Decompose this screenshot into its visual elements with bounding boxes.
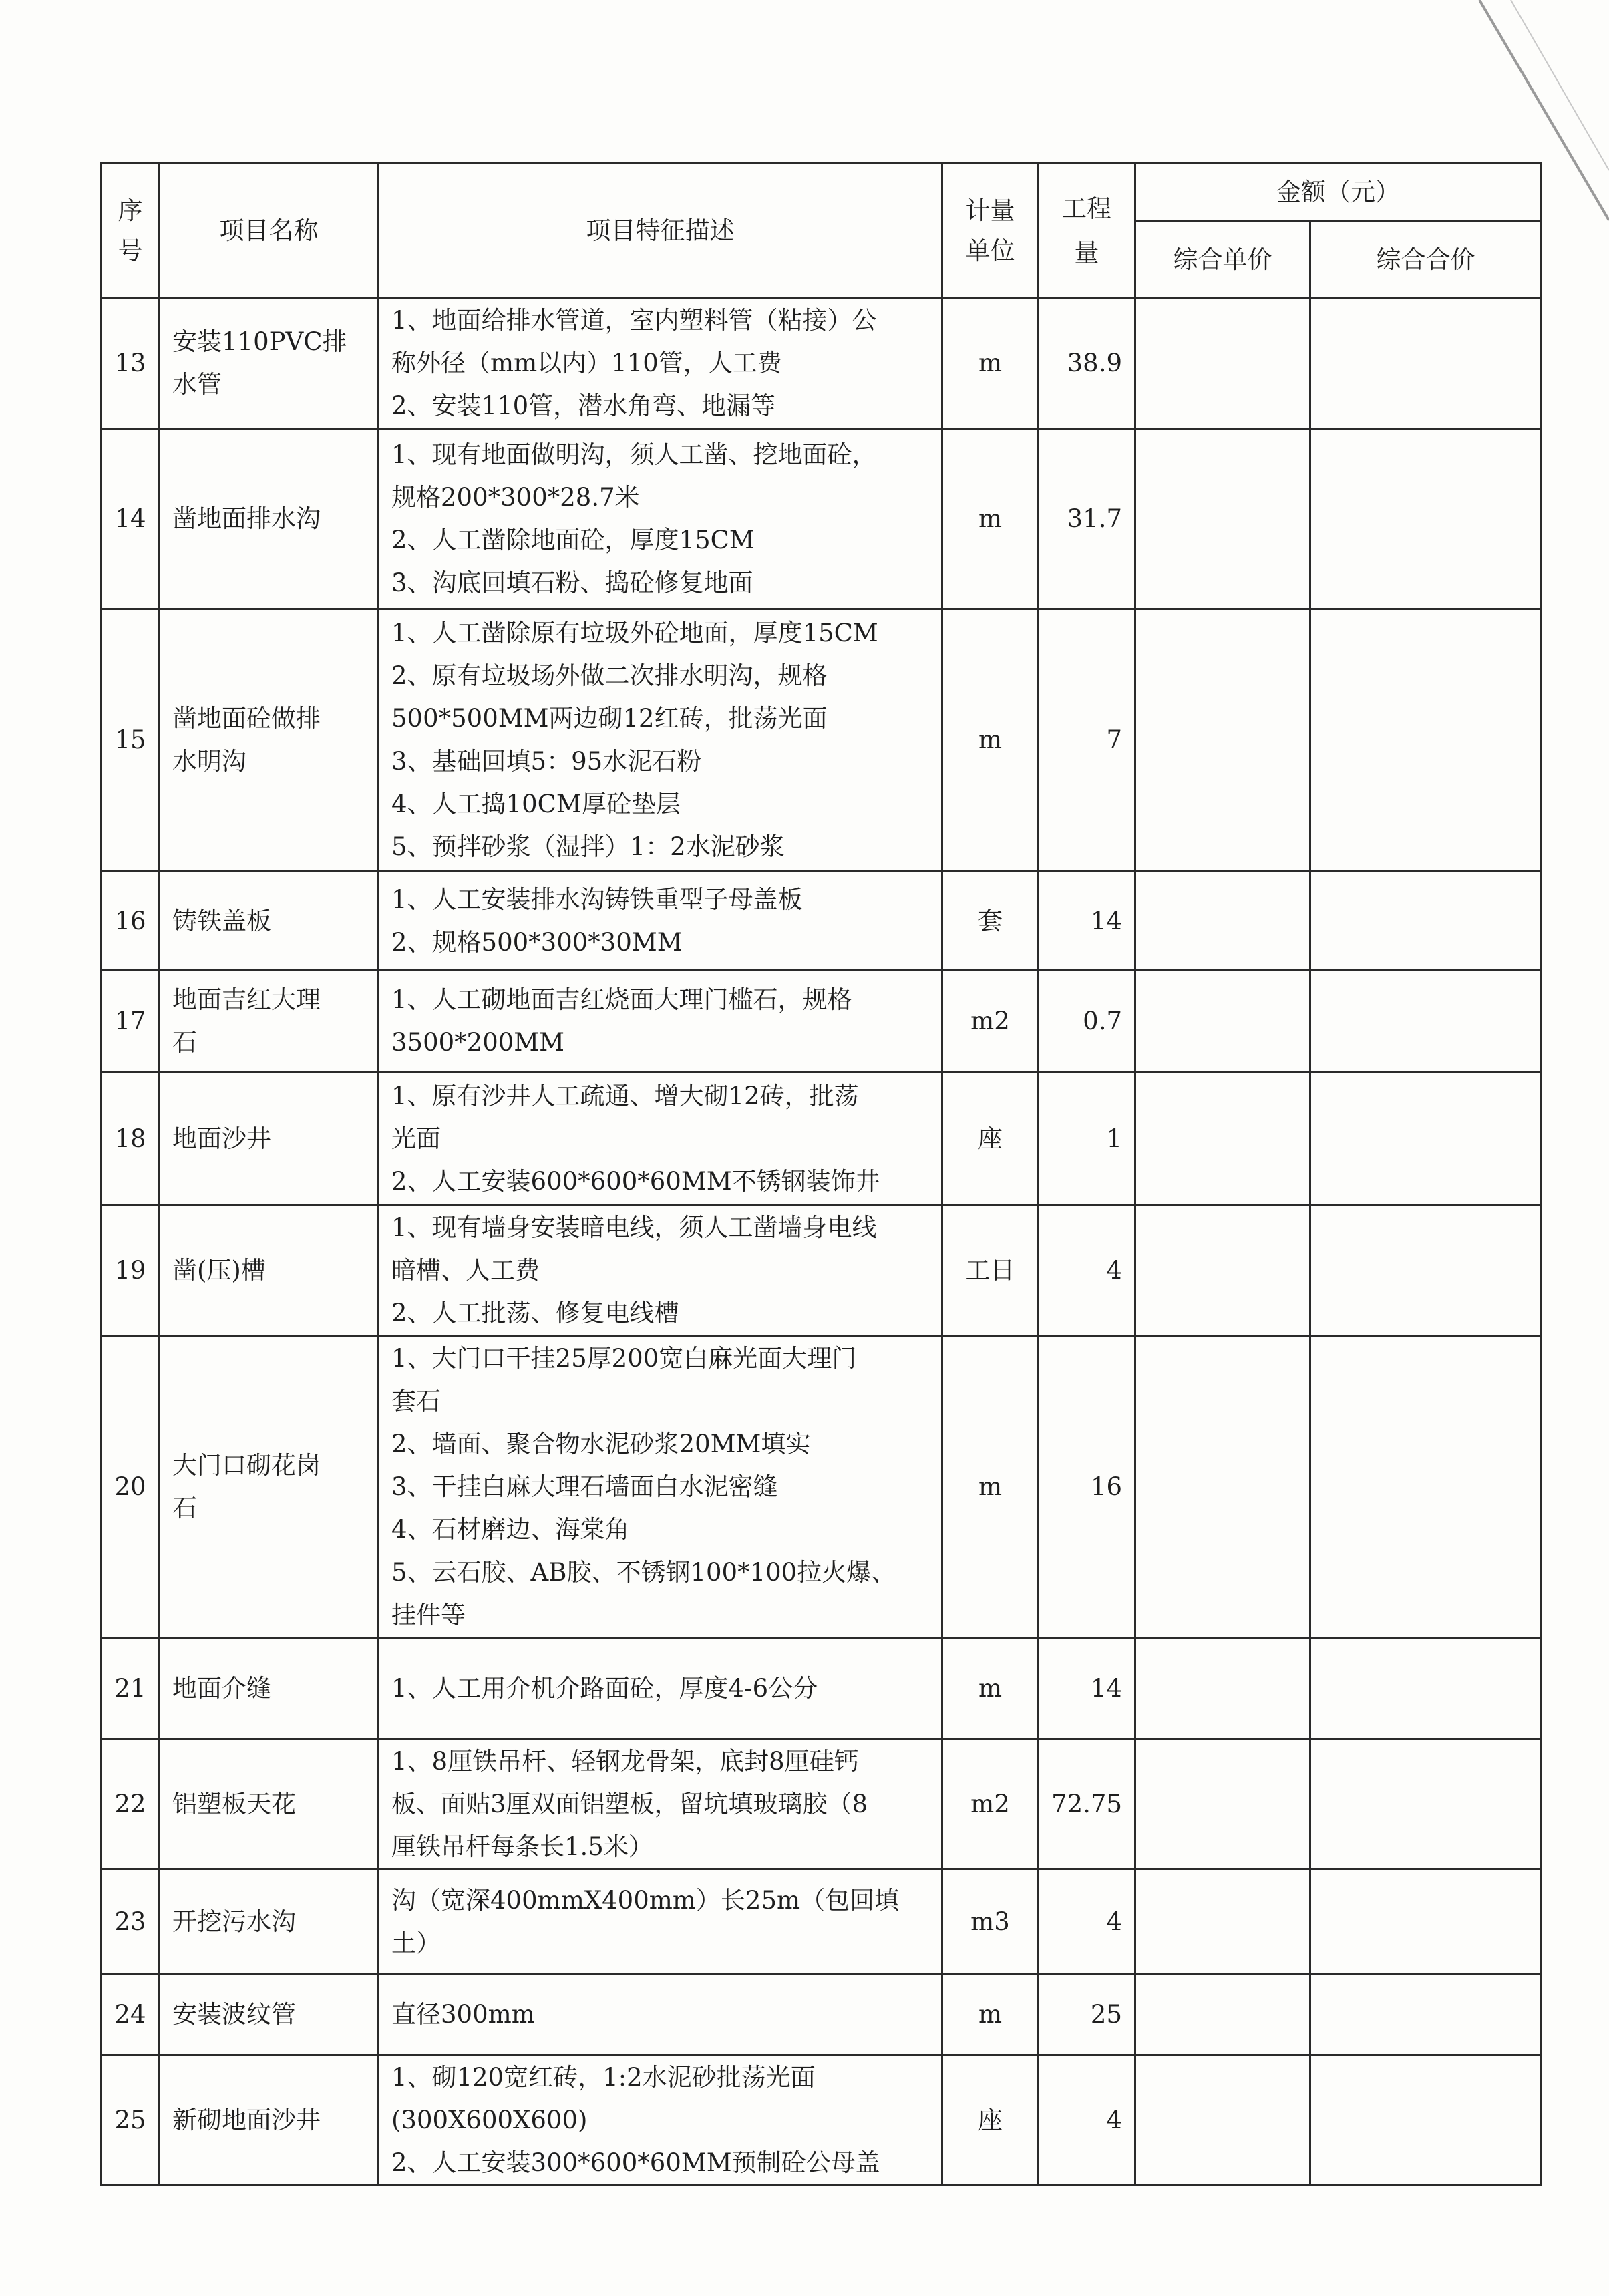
row-no-cell: 13 bbox=[102, 299, 160, 429]
row-desc-line: 2、规格500*300*30MM bbox=[391, 927, 683, 957]
row-total-price-cell bbox=[1310, 1870, 1542, 1974]
row-total-price-cell bbox=[1310, 1072, 1542, 1206]
row-qty-cell: 4 bbox=[1039, 1206, 1135, 1336]
table-row bbox=[102, 1974, 1542, 2056]
row-unit-cell: m bbox=[942, 299, 1039, 429]
row-total-price-cell bbox=[1310, 429, 1542, 609]
row-no-cell: 22 bbox=[102, 1740, 160, 1870]
row-name-cell bbox=[160, 2056, 379, 2186]
row-desc-line: 1、砌120宽红砖，1:2水泥砂批荡光面 bbox=[391, 2063, 816, 2092]
row-desc-line: 2、人工批荡、修复电线槽 bbox=[391, 1299, 679, 1327]
row-desc-line: 2、人工凿除地面砼，厚度15CM bbox=[391, 525, 755, 554]
row-unit-price-cell bbox=[1135, 1336, 1310, 1638]
row-desc-line: 1、人工凿除原有垃圾外砼地面，厚度15CM bbox=[391, 619, 878, 647]
row-name-cell bbox=[160, 872, 379, 971]
row-unit-cell: 座 bbox=[942, 1072, 1039, 1206]
row-desc-line: 3500*200MM bbox=[391, 1027, 565, 1057]
table-row bbox=[102, 429, 1542, 609]
row-name-cell bbox=[160, 1974, 379, 2056]
row-unit-price-cell bbox=[1135, 1974, 1310, 2056]
row-name-line: 凿地面砼做排 bbox=[172, 704, 321, 733]
row-no-cell: 14 bbox=[102, 429, 160, 609]
row-desc-line: 套石 bbox=[391, 1386, 441, 1416]
row-unit-cell: m bbox=[942, 1974, 1039, 2056]
row-no-cell: 21 bbox=[102, 1638, 160, 1740]
row-qty-cell: 7 bbox=[1039, 609, 1135, 872]
header-unit-price: 综合单价 bbox=[1135, 221, 1310, 299]
row-no-cell: 20 bbox=[102, 1336, 160, 1638]
row-unit-cell: 工日 bbox=[942, 1206, 1039, 1336]
row-desc-line: 2、安装110管，潜水角弯、地漏等 bbox=[391, 391, 776, 420]
row-unit-price-cell bbox=[1135, 609, 1310, 872]
row-name-line: 铸铁盖板 bbox=[172, 906, 271, 935]
row-desc-line: 厘铁吊杆每条长1.5米） bbox=[391, 1832, 653, 1861]
row-unit-cell: m bbox=[942, 1638, 1039, 1740]
row-qty-cell: 25 bbox=[1039, 1974, 1135, 2056]
row-total-price-cell bbox=[1310, 1974, 1542, 2056]
row-unit-cell: m bbox=[942, 429, 1039, 609]
row-qty-cell: 38.9 bbox=[1039, 299, 1135, 429]
row-desc-line: 称外径（mm以内）110管，人工费 bbox=[391, 349, 782, 377]
table-row bbox=[102, 1870, 1542, 1974]
row-desc-cell bbox=[379, 1638, 942, 1740]
table-row bbox=[102, 2056, 1542, 2186]
row-name-line: 地面吉红大理 bbox=[172, 985, 321, 1014]
row-unit-price-cell bbox=[1135, 971, 1310, 1072]
row-name-cell bbox=[160, 1336, 379, 1638]
row-desc-line: 2、人工安装300*600*60MM预制砼公母盖 bbox=[391, 2148, 880, 2177]
row-desc-cell bbox=[379, 609, 942, 872]
row-total-price-cell bbox=[1310, 609, 1542, 872]
row-qty-cell: 14 bbox=[1039, 1638, 1135, 1740]
row-unit-cell: m2 bbox=[942, 971, 1039, 1072]
row-desc-line: 沟（宽深400mmX400mm）长25m（包回填 bbox=[391, 1885, 900, 1915]
row-desc-line: 板、面贴3厘双面铝塑板，留坑填玻璃胶（8 bbox=[391, 1790, 868, 1818]
row-desc-line: 2、原有垃圾场外做二次排水明沟，规格 bbox=[391, 661, 828, 690]
row-no-cell: 24 bbox=[102, 1974, 160, 2056]
row-total-price-cell bbox=[1310, 299, 1542, 429]
table-row bbox=[102, 1336, 1542, 1638]
table-body bbox=[102, 299, 1542, 2186]
row-unit-price-cell bbox=[1135, 1870, 1310, 1974]
row-unit-price-cell bbox=[1135, 2056, 1310, 2186]
row-name-line: 新砌地面沙井 bbox=[172, 2106, 321, 2134]
row-desc-cell bbox=[379, 1206, 942, 1336]
row-desc-line: 4、人工捣10CM厚砼垫层 bbox=[391, 790, 681, 818]
row-desc-line: 1、8厘铁吊杆、轻钢龙骨架，底封8厘硅钙 bbox=[391, 1747, 859, 1776]
row-desc-line: 1、大门口干挂25厚200宽白麻光面大理门 bbox=[391, 1343, 857, 1373]
row-desc-line: 1、原有沙井人工疏通、增大砌12砖，批荡 bbox=[391, 1081, 859, 1110]
table-row bbox=[102, 1206, 1542, 1336]
row-total-price-cell bbox=[1310, 971, 1542, 1072]
row-total-price-cell bbox=[1310, 1740, 1542, 1870]
table-row bbox=[102, 1740, 1542, 1870]
row-desc-line: 3、沟底回填石粉、捣砼修复地面 bbox=[391, 568, 753, 597]
row-unit-price-cell bbox=[1135, 1638, 1310, 1740]
row-desc-cell bbox=[379, 2056, 942, 2186]
row-desc-line: 暗槽、人工费 bbox=[391, 1256, 540, 1285]
row-no-cell: 17 bbox=[102, 971, 160, 1072]
bill-of-quantities-table bbox=[100, 162, 1542, 2186]
row-unit-cell: m bbox=[942, 1336, 1039, 1638]
row-name-cell bbox=[160, 1206, 379, 1336]
row-desc-line: (300X600X600) bbox=[391, 2106, 588, 2134]
row-name-line: 铝塑板天花 bbox=[172, 1790, 296, 1818]
row-qty-cell: 31.7 bbox=[1039, 429, 1135, 609]
row-name-line: 开挖污水沟 bbox=[172, 1907, 296, 1936]
row-unit-price-cell bbox=[1135, 872, 1310, 971]
row-desc-line: 1、人工用介机介路面砼，厚度4-6公分 bbox=[391, 1673, 818, 1703]
row-desc-line: 2、人工安装600*600*60MM不锈钢装饰井 bbox=[391, 1166, 880, 1196]
row-unit-price-cell bbox=[1135, 429, 1310, 609]
row-desc-line: 5、云石胶、AB胶、不锈钢100*100拉火爆、 bbox=[391, 1557, 896, 1587]
header-desc: 项目特征描述 bbox=[379, 164, 942, 299]
row-name-cell bbox=[160, 609, 379, 872]
row-desc-line: 土） bbox=[391, 1928, 441, 1957]
row-desc-line: 2、墙面、聚合物水泥砂浆20MM填实 bbox=[391, 1429, 811, 1458]
row-unit-cell: 套 bbox=[942, 872, 1039, 971]
row-desc-line: 直径300mm bbox=[391, 1999, 535, 2029]
row-no-cell: 19 bbox=[102, 1206, 160, 1336]
row-desc-line: 4、石材磨边、海棠角 bbox=[391, 1514, 630, 1544]
row-name-line: 水明沟 bbox=[172, 747, 246, 776]
row-name-cell bbox=[160, 1740, 379, 1870]
row-desc-line: 挂件等 bbox=[391, 1600, 466, 1629]
row-name-line: 安装波纹管 bbox=[172, 1999, 296, 2029]
row-qty-cell: 14 bbox=[1039, 872, 1135, 971]
row-total-price-cell bbox=[1310, 1638, 1542, 1740]
row-no-cell: 18 bbox=[102, 1072, 160, 1206]
row-name-cell bbox=[160, 971, 379, 1072]
row-name-cell bbox=[160, 1638, 379, 1740]
table-row bbox=[102, 971, 1542, 1072]
row-desc-line: 500*500MM两边砌12红砖，批荡光面 bbox=[391, 704, 828, 733]
row-unit-price-cell bbox=[1135, 1072, 1310, 1206]
row-name-line: 安装110PVC排 bbox=[172, 327, 347, 356]
row-name-line: 石 bbox=[172, 1493, 197, 1522]
row-unit-cell: m2 bbox=[942, 1740, 1039, 1870]
header-total-price: 综合合价 bbox=[1310, 221, 1542, 299]
row-desc-cell bbox=[379, 1336, 942, 1638]
row-no-cell: 23 bbox=[102, 1870, 160, 1974]
row-desc-line: 3、干挂白麻大理石墙面白水泥密缝 bbox=[391, 1472, 778, 1501]
row-unit-cell: m bbox=[942, 609, 1039, 872]
row-desc-cell bbox=[379, 1740, 942, 1870]
table-row bbox=[102, 609, 1542, 872]
row-name-line: 凿(压)槽 bbox=[172, 1256, 266, 1285]
row-qty-cell: 4 bbox=[1039, 1870, 1135, 1974]
row-desc-cell bbox=[379, 429, 942, 609]
row-name-line: 地面沙井 bbox=[172, 1124, 271, 1153]
row-desc-line: 1、现有墙身安装暗电线，须人工凿墙身电线 bbox=[391, 1213, 877, 1242]
row-total-price-cell bbox=[1310, 1336, 1542, 1638]
row-desc-cell bbox=[379, 299, 942, 429]
row-unit-cell: m3 bbox=[942, 1870, 1039, 1974]
row-name-line: 水管 bbox=[172, 370, 222, 399]
table-row bbox=[102, 299, 1542, 429]
row-desc-line: 1、现有地面做明沟，须人工凿、挖地面砼， bbox=[391, 440, 877, 469]
row-desc-line: 5、预拌砂浆（湿拌）1：2水泥砂浆 bbox=[391, 832, 785, 861]
header-name: 项目名称 bbox=[160, 164, 379, 299]
header-no: 序号 bbox=[102, 164, 160, 299]
row-desc-cell bbox=[379, 1870, 942, 1974]
row-desc-cell bbox=[379, 872, 942, 971]
row-name-cell bbox=[160, 299, 379, 429]
row-desc-line: 1、人工砌地面吉红烧面大理门槛石，规格 bbox=[391, 985, 852, 1014]
row-no-cell: 16 bbox=[102, 872, 160, 971]
row-desc-cell bbox=[379, 971, 942, 1072]
row-desc-line: 光面 bbox=[391, 1124, 441, 1153]
table-row bbox=[102, 1072, 1542, 1206]
row-qty-cell: 0.7 bbox=[1039, 971, 1135, 1072]
row-name-cell bbox=[160, 429, 379, 609]
row-desc-line: 3、基础回填5：95水泥石粉 bbox=[391, 747, 702, 776]
header-qty: 工程量 bbox=[1039, 164, 1135, 299]
row-qty-cell: 1 bbox=[1039, 1072, 1135, 1206]
row-qty-cell: 16 bbox=[1039, 1336, 1135, 1638]
row-desc-line: 1、地面给排水管道，室内塑料管（粘接）公 bbox=[391, 306, 877, 335]
header-amount: 金额（元） bbox=[1135, 164, 1542, 221]
row-name-line: 凿地面排水沟 bbox=[172, 504, 321, 533]
table-row bbox=[102, 872, 1542, 971]
row-desc-line: 规格200*300*28.7米 bbox=[391, 482, 640, 512]
row-desc-cell bbox=[379, 1072, 942, 1206]
row-name-cell bbox=[160, 1072, 379, 1206]
row-name-line: 大门口砌花岗 bbox=[172, 1450, 321, 1480]
header-unit: 计量单位 bbox=[942, 164, 1039, 299]
row-unit-price-cell bbox=[1135, 1740, 1310, 1870]
row-name-line: 石 bbox=[172, 1027, 197, 1057]
row-qty-cell: 72.75 bbox=[1039, 1740, 1135, 1870]
row-total-price-cell bbox=[1310, 1206, 1542, 1336]
row-unit-price-cell bbox=[1135, 1206, 1310, 1336]
row-name-cell bbox=[160, 1870, 379, 1974]
row-desc-cell bbox=[379, 1974, 942, 2056]
row-qty-cell: 4 bbox=[1039, 2056, 1135, 2186]
row-desc-line: 1、人工安装排水沟铸铁重型子母盖板 bbox=[391, 884, 803, 914]
table-row bbox=[102, 1638, 1542, 1740]
row-total-price-cell bbox=[1310, 2056, 1542, 2186]
row-no-cell: 15 bbox=[102, 609, 160, 872]
row-no-cell: 25 bbox=[102, 2056, 160, 2186]
row-unit-price-cell bbox=[1135, 299, 1310, 429]
row-name-line: 地面介缝 bbox=[172, 1673, 271, 1703]
row-unit-cell: 座 bbox=[942, 2056, 1039, 2186]
row-total-price-cell bbox=[1310, 872, 1542, 971]
